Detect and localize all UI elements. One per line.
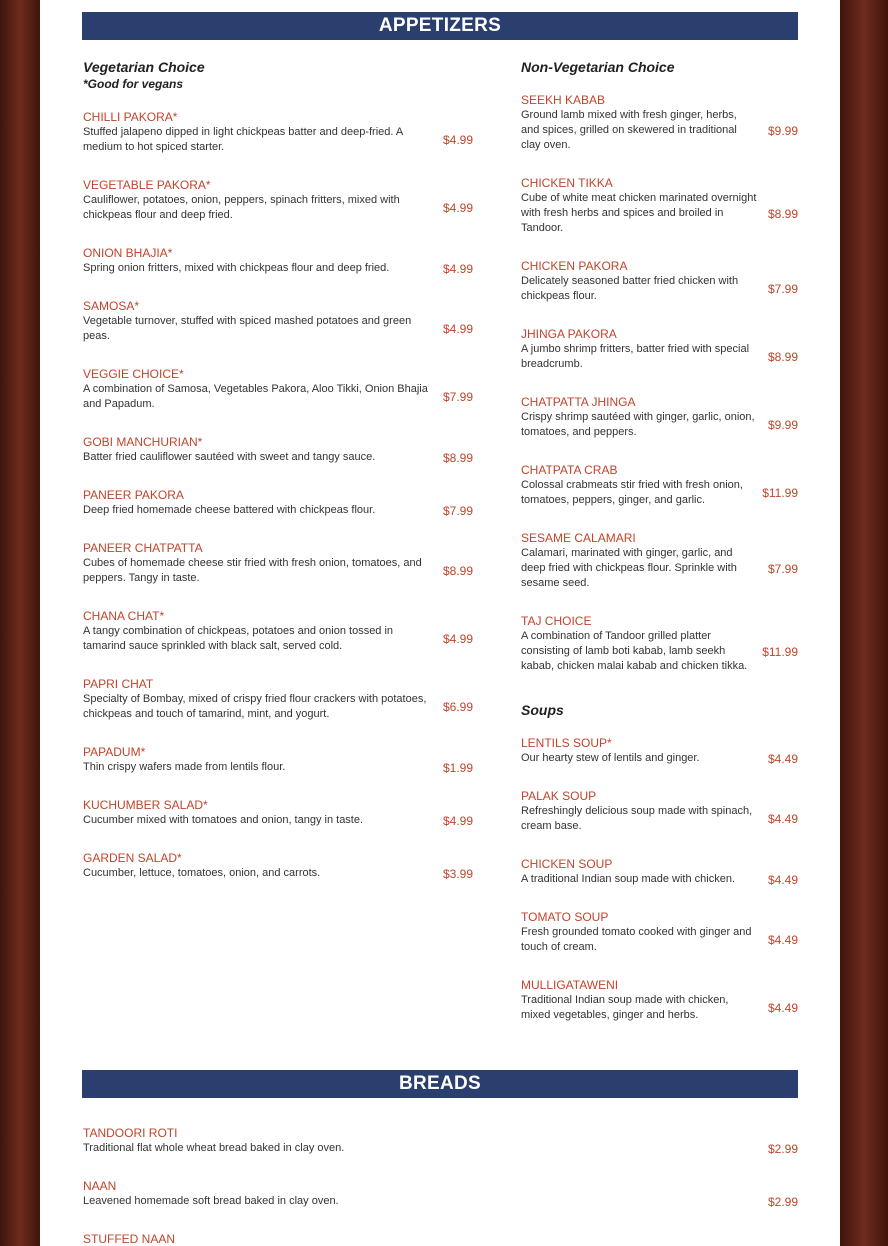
menu-item-price: $7.99: [767, 282, 798, 296]
menu-item: [521, 977, 798, 1023]
menu-page: [40, 0, 840, 1246]
menu-item-price: $8.99: [442, 564, 473, 578]
right-frame-border: [840, 0, 888, 1246]
menu-item-body: [521, 546, 798, 591]
menu-item-description: Cubes of homemade cheese stir fried with fresh onion, tomatoes, and peppers. Tangy in taste.: [83, 557, 422, 584]
menu-item-body: [521, 410, 798, 440]
menu-item-price: $9.99: [767, 418, 798, 432]
menu-item-price: $4.99: [442, 201, 473, 215]
menu-item-description: Leavened homemade soft bread baked in clay oven.: [83, 1195, 339, 1207]
menu-item: [83, 1178, 798, 1209]
menu-item: [83, 850, 475, 881]
appetizers-banner: APPETIZERS: [82, 12, 798, 40]
menu-item: [83, 177, 475, 223]
menu-item-description: Crispy shrimp sautéed with ginger, garlic, onion, tomatoes, and peppers.: [521, 411, 755, 438]
menu-item-body: [83, 1194, 798, 1209]
menu-item-description: A traditional Indian soup made with chicken.: [521, 873, 736, 885]
menu-item-price: $8.99: [767, 206, 798, 221]
menu-item-price: $9.99: [767, 123, 798, 138]
menu-item-body: [521, 274, 798, 304]
menu-item-price: $11.99: [762, 486, 798, 500]
non-vegetarian-column: [521, 58, 798, 1023]
menu-item-price: $4.99: [442, 813, 473, 828]
menu-item-name: TANDOORI ROTI: [83, 1126, 178, 1140]
menu-item-description: Refreshingly delicious soup made with spinach, cream base.: [521, 805, 753, 832]
menu-item-name: CHILLI PAKORA*: [83, 110, 178, 124]
menu-item: [521, 613, 798, 674]
vegetarian-list: [83, 109, 475, 881]
menu-item-price: $4.99: [442, 133, 473, 147]
vegetarian-column: [83, 58, 475, 881]
menu-item: [83, 1125, 798, 1156]
menu-item-price: $7.99: [767, 561, 798, 576]
menu-item-body: [83, 866, 475, 881]
menu-item: [521, 258, 798, 304]
menu-item-name: TOMATO SOUP: [521, 910, 609, 924]
menu-item: [83, 676, 475, 722]
menu-item-description: Traditional Indian soup made with chicken, mixed vegetables, ginger and herbs.: [521, 994, 729, 1021]
menu-item-description: Stuffed jalapeno dipped in light chickpeas batter and deep-fried. A medium to hot spiced starter.: [83, 126, 403, 153]
menu-item-description: Cucumber, lettuce, tomatoes, onion, and carrots.: [83, 867, 321, 879]
menu-item-description: Delicately seasoned batter fried chicken with chickpeas flour.: [521, 275, 739, 302]
menu-item-name: CHICKEN TIKKA: [521, 176, 613, 190]
menu-item-price: $11.99: [762, 644, 798, 659]
menu-item: [83, 434, 475, 465]
left-frame-border: [0, 0, 40, 1246]
menu-item-body: [521, 751, 798, 766]
menu-item: [521, 530, 798, 591]
menu-item-name: STUFFED NAAN: [83, 1232, 176, 1246]
menu-item-name: CHATPATA CRAB: [521, 463, 618, 477]
menu-item-name: MULLIGATAWENI: [521, 978, 619, 992]
menu-item: [521, 326, 798, 372]
menu-item-description: Thin crispy wafers made from lentils flour.: [83, 761, 286, 773]
menu-item-body: [83, 193, 475, 223]
menu-item-name: SEEKH KABAB: [521, 93, 606, 107]
vegan-note: *Good for vegans: [83, 77, 184, 91]
menu-item-price: $7.99: [442, 503, 473, 518]
menu-item: [83, 1231, 798, 1246]
menu-item-description: Ground lamb mixed with fresh ginger, herbs, and spices, grilled on skewered in traditional clay oven.: [521, 109, 737, 151]
menu-item-description: Deep fried homemade cheese battered with chickpeas flour.: [83, 504, 376, 516]
menu-item-description: Specialty of Bombay, mixed of crispy fried flour crackers with potatoes, chickpeas and touch of tamarind, mint, and yogurt.: [83, 693, 427, 720]
menu-item: [83, 744, 475, 775]
menu-item: [83, 366, 475, 412]
menu-item: [521, 909, 798, 955]
menu-item: [521, 735, 798, 766]
menu-item-description: A combination of Tandoor grilled platter consisting of lamb boti kabab, lamb seekh kabab, chicken malai kabab and chicken tikka.: [521, 630, 748, 672]
menu-item-description: Traditional flat whole wheat bread baked in clay oven.: [83, 1142, 345, 1154]
menu-item-name: PANEER CHATPATTA: [83, 541, 203, 555]
breads-column: [83, 1125, 798, 1246]
menu-item-body: [521, 872, 798, 887]
breads-list: [83, 1125, 798, 1246]
menu-item-body: [521, 342, 798, 372]
non-vegetarian-heading: Non-Vegetarian Choice: [521, 59, 675, 75]
menu-item: [83, 298, 475, 344]
menu-item-description: A tangy combination of chickpeas, potatoes and onion tossed in tamarind sauce sprinkled with black salt, served cold.: [83, 625, 394, 652]
menu-item: [521, 92, 798, 153]
menu-item-name: TAJ CHOICE: [521, 614, 592, 628]
menu-item-description: Cauliflower, potatoes, onion, peppers, spinach fritters, mixed with chickpeas flour and deep fried.: [83, 194, 400, 221]
menu-item-name: CHANA CHAT*: [83, 609, 165, 623]
menu-item-name: PALAK SOUP: [521, 789, 597, 803]
menu-item-name: CHICKEN SOUP: [521, 857, 613, 871]
menu-item-description: A combination of Samosa, Vegetables Pakora, Aloo Tikki, Onion Bhajia and Papadum.: [83, 383, 428, 410]
menu-item-body: [83, 692, 475, 722]
menu-item-name: JHINGA PAKORA: [521, 327, 617, 341]
menu-item-name: VEGETABLE PAKORA*: [83, 178, 211, 192]
menu-item-price: $4.49: [767, 872, 798, 887]
menu-item: [521, 175, 798, 236]
menu-item-body: [83, 382, 475, 412]
menu-item-body: [83, 125, 475, 155]
menu-item-name: PAPRI CHAT: [83, 677, 154, 691]
menu-item-name: SESAME CALAMARI: [521, 531, 636, 545]
menu-item-description: Fresh grounded tomato cooked with ginger and touch of cream.: [521, 926, 752, 953]
menu-item-price: $4.49: [767, 751, 798, 766]
menu-item: [83, 487, 475, 518]
menu-item-description: Our hearty stew of lentils and ginger.: [521, 752, 700, 764]
menu-item-name: ONION BHAJIA*: [83, 246, 173, 260]
menu-item: [521, 462, 798, 508]
menu-item: [521, 788, 798, 834]
menu-item-description: Batter fried cauliflower sautéed with sweet and tangy sauce.: [83, 451, 376, 463]
menu-item-description: Vegetable turnover, stuffed with spiced mashed potatoes and green peas.: [83, 315, 412, 342]
menu-item-price: $4.99: [442, 632, 473, 646]
menu-item-body: [521, 191, 798, 236]
menu-item-body: [521, 629, 798, 674]
menu-item-name: LENTILS SOUP*: [521, 736, 612, 750]
soups-list: [521, 735, 798, 1023]
menu-item-body: [521, 108, 798, 153]
menu-item-name: VEGGIE CHOICE*: [83, 367, 184, 381]
menu-item-body: [521, 478, 798, 508]
menu-item-description: Colossal crabmeats stir fried with fresh onion, tomatoes, peppers, ginger, and garlic.: [521, 479, 743, 506]
menu-item-description: Spring onion fritters, mixed with chickpeas flour and deep fried.: [83, 262, 390, 274]
soups-heading: Soups: [521, 702, 564, 718]
menu-item-description: Calamari, marinated with ginger, garlic, and deep fried with chickpeas flour. Sprinkle with sesame seed.: [521, 547, 737, 589]
menu-item: [83, 540, 475, 586]
menu-item-name: PAPADUM*: [83, 745, 146, 759]
menu-item-price: $4.49: [767, 933, 798, 947]
menu-item-price: $7.99: [442, 390, 473, 404]
menu-item-price: $1.99: [442, 760, 473, 775]
menu-item-price: $4.49: [767, 812, 798, 826]
menu-item-body: [83, 261, 475, 276]
menu-item-price: $6.99: [442, 700, 473, 714]
menu-item-body: [83, 624, 475, 654]
menu-item-name: PANEER PAKORA: [83, 488, 184, 502]
menu-item-price: $4.99: [442, 322, 473, 336]
menu-item-description: Cucumber mixed with tomatoes and onion, tangy in taste.: [83, 814, 364, 826]
menu-item-name: CHATPATTA JHINGA: [521, 395, 636, 409]
menu-item-price: $2.99: [767, 1194, 798, 1209]
menu-item-body: [83, 556, 475, 586]
vegetarian-heading: Vegetarian Choice: [83, 59, 205, 75]
menu-item-body: [521, 925, 798, 955]
menu-item-name: GOBI MANCHURIAN*: [83, 435, 203, 449]
menu-item-name: KUCHUMBER SALAD*: [83, 798, 208, 812]
menu-item-body: [83, 503, 475, 518]
menu-item: [521, 856, 798, 887]
menu-item-price: $4.49: [767, 1001, 798, 1015]
menu-item-price: $3.99: [442, 866, 473, 881]
menu-item: [521, 394, 798, 440]
menu-item: [83, 109, 475, 155]
menu-item-body: [521, 804, 798, 834]
menu-item-price: $4.99: [442, 261, 473, 276]
menu-item-body: [83, 813, 475, 828]
menu-item-name: CHICKEN PAKORA: [521, 259, 628, 273]
breads-banner: BREADS: [82, 1070, 798, 1098]
menu-item-name: NAAN: [83, 1179, 117, 1193]
menu-item-name: SAMOSA*: [83, 299, 140, 313]
non-vegetarian-list: [521, 92, 798, 674]
menu-item: [83, 797, 475, 828]
menu-item-description: Cube of white meat chicken marinated overnight with fresh herbs and spices and broiled in Tandoor.: [521, 192, 757, 234]
menu-item: [83, 245, 475, 276]
menu-item-body: [83, 314, 475, 344]
menu-item-price: $8.99: [767, 350, 798, 364]
menu-item-body: [83, 1141, 798, 1156]
menu-item-price: $8.99: [442, 450, 473, 465]
menu-item-body: [83, 760, 475, 775]
menu-item-body: [83, 450, 475, 465]
menu-item: [83, 608, 475, 654]
menu-item-description: A jumbo shrimp fritters, batter fried with special breadcrumb.: [521, 343, 750, 370]
menu-item-price: $2.99: [767, 1141, 798, 1156]
menu-item-body: [521, 993, 798, 1023]
menu-item-name: GARDEN SALAD*: [83, 851, 182, 865]
